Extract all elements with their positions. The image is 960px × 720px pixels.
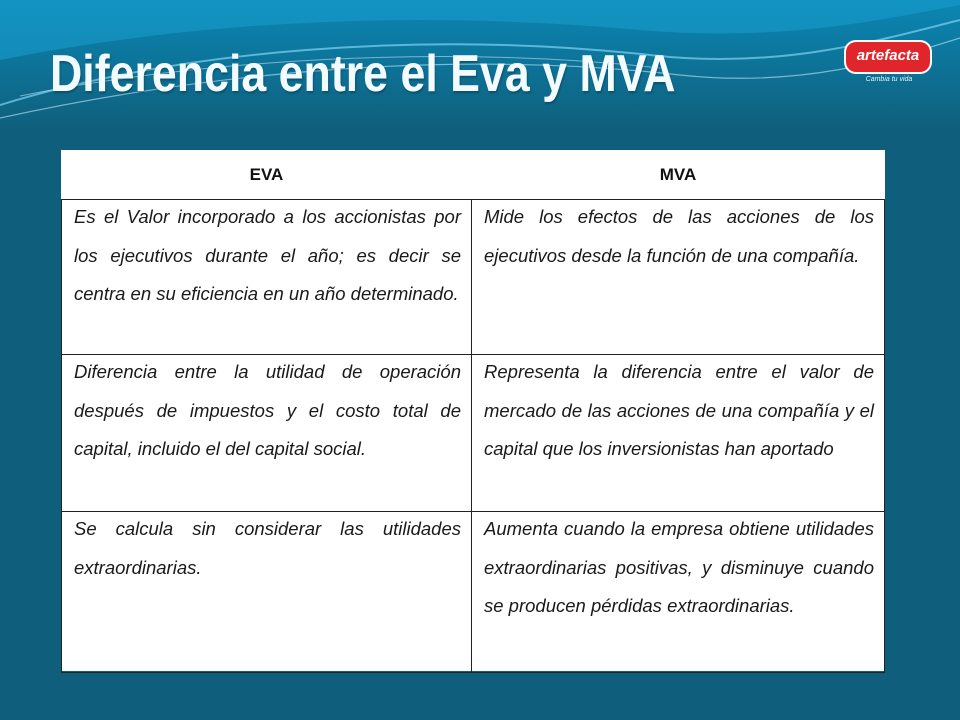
logo-tagline: Cambia tu vida	[865, 76, 913, 83]
artefacta-logo	[846, 38, 932, 88]
mva-cell	[472, 200, 885, 355]
logo-wordmark: artefacta	[856, 47, 920, 64]
mva-cell-text: Representa la diferencia entre el valor de mercado de las acciones de una compañía y el capital que los inversionistas han aportado	[484, 361, 874, 459]
table-row	[62, 355, 885, 512]
comparison-table	[61, 150, 885, 673]
comparison-table-panel	[61, 150, 885, 671]
eva-cell	[62, 512, 472, 673]
header-mva: MVA	[659, 164, 697, 184]
header-eva: EVA	[249, 164, 284, 184]
mva-cell-text: Mide los efectos de las acciones de los ejecutivos desde la función de una compañía.	[484, 206, 874, 266]
eva-cell-text: Diferencia entre la utilidad de operación después de impuestos y el costo total de capital, incluido el del capital social.	[74, 361, 461, 459]
eva-cell	[62, 355, 472, 512]
mva-cell	[472, 355, 885, 512]
eva-cell	[62, 200, 472, 355]
eva-cell-text: Se calcula sin considerar las utilidades extraordinarias.	[74, 518, 461, 578]
mva-cell	[472, 512, 885, 673]
table-header-row	[62, 150, 885, 200]
slide-title: Diferencia entre el Eva y MVA	[50, 45, 676, 103]
eva-cell-text: Es el Valor incorporado a los accionistas por los ejecutivos durante el año; es decir se centra en su eficiencia en un año determinado.	[74, 206, 461, 304]
mva-cell-text: Aumenta cuando la empresa obtiene utilidades extraordinarias positivas, y disminuye cuando se producen pérdidas extraordinarias.	[484, 518, 874, 616]
table-row	[62, 200, 885, 355]
table-row	[62, 512, 885, 673]
